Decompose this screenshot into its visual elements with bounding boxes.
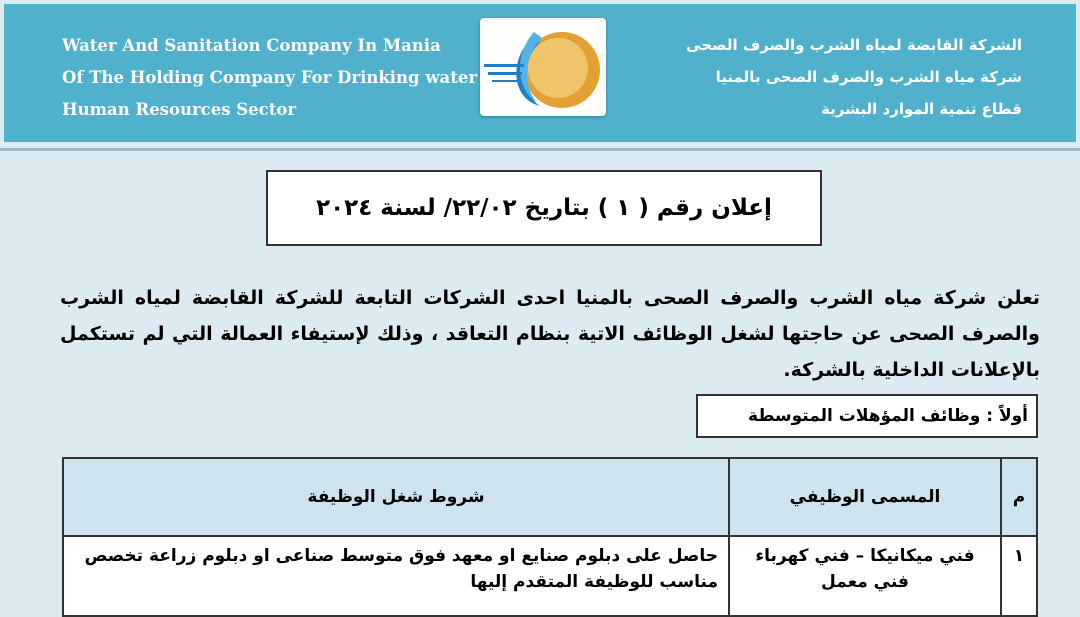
header-ar-line-2: شركة مياه الشرب والصرف الصحى بالمنيا <box>715 68 1022 86</box>
section-heading: أولاً : وظائف المؤهلات المتوسطة <box>696 394 1038 438</box>
header-ar-line-1: الشركة القابضة لمياه الشرب والصرف الصحى <box>686 36 1022 54</box>
header-en-line-2: Of The Holding Company For Drinking water <box>62 68 478 87</box>
company-logo <box>480 18 606 116</box>
row-conditions: حاصل على دبلوم صنايع او معهد فوق متوسط صناعى او دبلوم زراعة تخصص مناسب للوظيفة المتقدم إليها <box>63 536 729 616</box>
announcement-box <box>266 170 822 246</box>
table-row <box>63 536 1037 616</box>
jobs-table <box>62 457 1038 617</box>
header-num: م <box>1001 458 1037 536</box>
header-ar-line-3: قطاع تنمية الموارد البشرية <box>821 100 1022 118</box>
header-conditions: شروط شغل الوظيفة <box>63 458 729 536</box>
header-en-line-1: Water And Sanitation Company In Mania <box>62 36 441 55</box>
intro-paragraph: تعلن شركة مياه الشرب والصرف الصحى بالمنيا احدى الشركات التابعة للشركة القابضة لمياه الشرب والصرف الصحى عن حاجتها لشغل الوظائف الاتية بنظام التعاقد ، وذلك لإستيفاء العمالة التي لم تستكمل بالإعلانات الداخلية بالشركة. <box>60 287 1040 381</box>
announcement-title: إعلان رقم ( ١ ) بتاريخ ٢٢/٠٢/ لسنة ٢٠٢٤ <box>316 195 772 221</box>
header-title: المسمى الوظيفي <box>729 458 1001 536</box>
table-header-row <box>63 458 1037 536</box>
row-num: ١ <box>1001 536 1037 616</box>
header-divider <box>0 148 1080 151</box>
row-title: فني ميكانيكا – فني كهرباء فني معمل <box>729 536 1001 616</box>
header-en-line-3: Human Resources Sector <box>62 100 297 119</box>
